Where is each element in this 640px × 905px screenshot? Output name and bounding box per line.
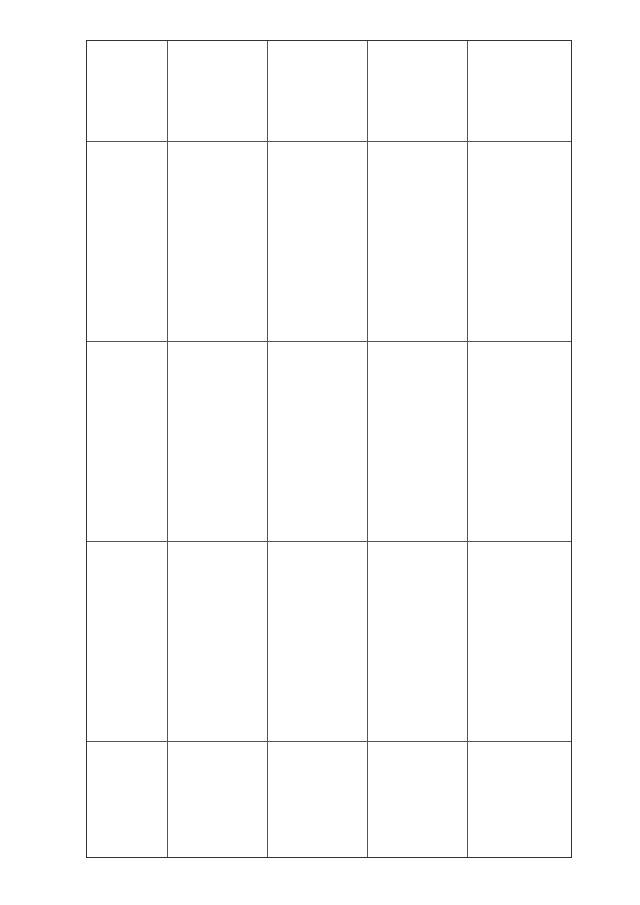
table-row-divider bbox=[87, 541, 571, 542]
table-col-divider bbox=[467, 41, 468, 857]
table-row-divider bbox=[87, 141, 571, 142]
table-col-divider bbox=[267, 41, 268, 857]
table-row-divider bbox=[87, 741, 571, 742]
table-col-divider bbox=[167, 41, 168, 857]
table-row-divider bbox=[87, 341, 571, 342]
table-col-divider bbox=[367, 41, 368, 857]
rotated-table bbox=[86, 40, 572, 858]
